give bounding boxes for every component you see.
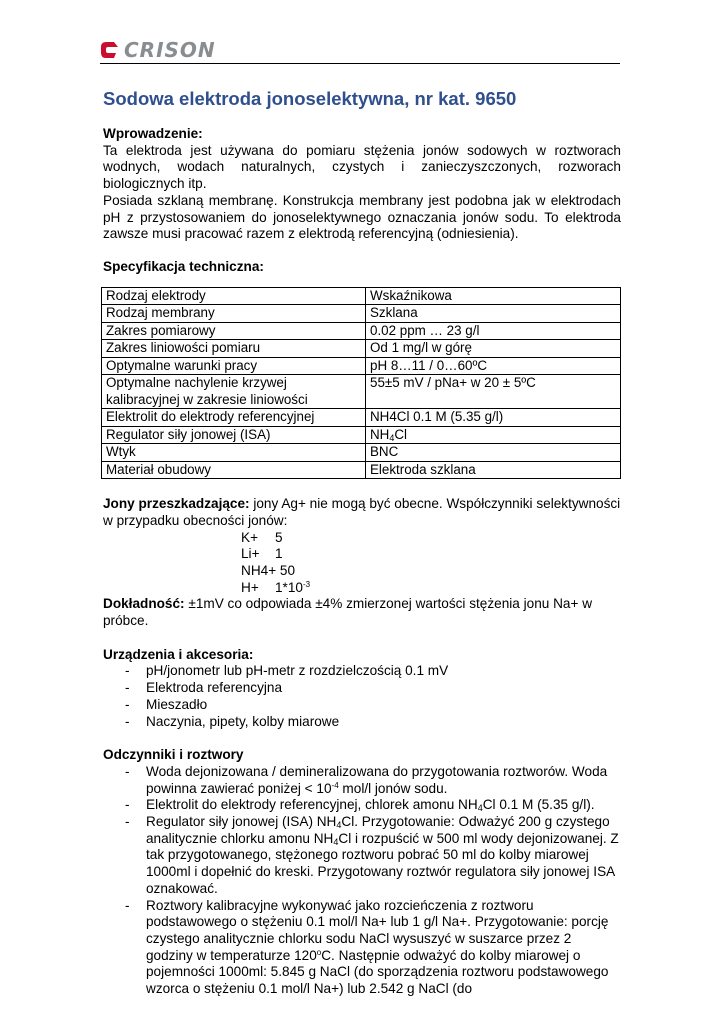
spec-label: Rodzaj elektrody xyxy=(102,287,366,305)
subscript: 4 xyxy=(336,820,342,831)
interfering-label: Jony przeszkadzające: xyxy=(103,496,250,512)
text-part: Cl 0.1 M (5.35 g/l). xyxy=(482,797,595,813)
interfering-text: jony Ag+ nie mogą być obecne. Współczynniki selektywności w przypadku obecności jonów: xyxy=(103,496,621,528)
ion-list xyxy=(241,530,621,597)
table-row xyxy=(102,375,621,409)
spec-label: Regulator siły jonowej (ISA) xyxy=(102,426,366,444)
text-part: Roztwory kalibracyjne wykonywać jako rozcieńczenia z roztworu podstawowego o stężeniu 0.1 mol/l Na+ lub 1 g/l Na+. Przygotowanie: porcję czystego analitycznie chlorku sodu NaCl wysuszyć w suszarce przez 2 godziny w temperaturze 120 xyxy=(146,897,609,963)
list-item xyxy=(103,797,621,814)
intro-heading: Wprowadzenie: xyxy=(103,126,203,141)
reagents-list xyxy=(103,764,621,998)
spec-value: Wskaźnikowa xyxy=(366,287,621,305)
formula-part: NH xyxy=(370,426,390,442)
ion-value: 1 xyxy=(275,546,283,562)
spec-value xyxy=(366,426,621,444)
accuracy-paragraph xyxy=(103,596,621,629)
spec-label: Rodzaj membrany xyxy=(102,305,366,323)
list-item xyxy=(103,898,621,998)
table-row xyxy=(102,340,621,358)
intro-paragraph-1: Ta elektroda jest używana do pomiaru stężenia jonów sodowych w roztworach wodnych, wodach naturalnych, czystych i zanieczyszczonych, rozworach biologicznych itp. xyxy=(103,142,621,192)
subscript: 4 xyxy=(333,836,339,847)
page-title: Sodowa elektroda jonoselektywna, nr kat. 9650 xyxy=(103,88,517,109)
table-row xyxy=(102,322,621,340)
list-item xyxy=(241,530,621,547)
document-body xyxy=(103,126,621,998)
formula-subscript: 4 xyxy=(389,432,395,443)
ion-value-base: 1*10 xyxy=(275,579,303,595)
ion-name: H+ xyxy=(241,579,259,595)
spec-value: pH 8…11 / 0…60ºC xyxy=(366,357,621,375)
list-item: - Naczynia, pipety, kolby miarowe xyxy=(103,714,621,731)
table-row xyxy=(102,444,621,462)
accuracy-label: Dokładność: xyxy=(103,596,185,612)
text-part: Regulator siły jonowej (ISA) NH xyxy=(146,814,337,830)
table-row xyxy=(102,426,621,444)
spec-value: 0.02 ppm … 23 g/l xyxy=(366,322,621,340)
superscript: -4 xyxy=(331,780,339,790)
spec-value: Szklana xyxy=(366,305,621,323)
reagents-heading: Odczynniki i roztwory xyxy=(103,747,244,763)
formula-part: Cl xyxy=(394,426,408,442)
devices-heading: Urządzenia i akcesoria: xyxy=(103,646,254,662)
text-part: Elektrolit do elektrody referencyjnej, chlorek amonu NH xyxy=(146,797,478,813)
spec-label: Elektrolit do elektrody referencyjnej xyxy=(102,409,366,427)
text-part: C. Następnie odważyć do kolby miarowej o pojemności 1000ml: 5.845 g NaCl (do sporządzenia roztworu podstawowego wzorca o stężeniu 0.1 mol/l Na+) lub 2.542 g NaCl (do xyxy=(146,947,609,997)
ion-value-exponent: -3 xyxy=(302,579,311,589)
list-item xyxy=(103,764,621,797)
list-item: - Mieszadło xyxy=(103,697,621,714)
spec-label: Zakres pomiarowy xyxy=(102,322,366,340)
ion-name: Li+ xyxy=(241,546,260,562)
list-item: - Elektroda referencyjna xyxy=(103,680,621,697)
table-row xyxy=(102,357,621,375)
spec-label: Optymalne warunki pracy xyxy=(102,357,366,375)
list-item: - pH/jonometr lub pH-metr z rozdzielczością 0.1 mV xyxy=(103,663,621,680)
table-row xyxy=(102,409,621,427)
logo-text: CRISON xyxy=(124,38,216,62)
list-item xyxy=(241,546,621,563)
text-part: Cl i rozpuścić w 500 ml wody dejonizowanej. Z tak przygotowanego, stężonego roztworu pobrać 50 ml do kolby miarowej 1000ml i dopełnić do kreski. Przygotowany roztwór regulatora siły jonowej ISA oznakować. xyxy=(146,830,619,896)
spec-label: Wtyk xyxy=(102,444,366,462)
subscript: 4 xyxy=(477,803,483,814)
devices-list xyxy=(103,663,621,730)
table-row xyxy=(102,305,621,323)
spec-value: NH4Cl 0.1 M (5.35 g/l) xyxy=(366,409,621,427)
ion-name: K+ xyxy=(241,529,259,545)
header-rule xyxy=(100,63,620,64)
interfering-paragraph xyxy=(103,496,621,529)
list-item xyxy=(103,814,621,898)
accuracy-text: ±1mV co odpowiada ±4% zmierzonej wartości stężenia jonu Na+ w próbce. xyxy=(103,596,593,629)
crison-logo xyxy=(100,38,216,62)
crison-logo-mark-icon xyxy=(100,41,120,59)
spec-label: Optymalne nachylenie krzywej kalibracyjnej w zakresie liniowości xyxy=(102,375,366,409)
spec-table xyxy=(101,287,621,480)
ion-value: 5 xyxy=(275,529,283,545)
spec-value: 55±5 mV / pNa+ w 20 ± 5ºC xyxy=(366,375,621,409)
intro-paragraph-2: Posiada szklaną membranę. Konstrukcja membrany jest podobna jak w elektrodach pH z przystosowaniem do jonoselektywnego oznaczania jonów sodu. To elektroda zawsze musi pracować razem z elektrodą referencyjną (odniesienia). xyxy=(103,192,621,242)
text-part: Woda dejonizowana / demineralizowana do przygotowania roztworów. Woda powinna zawierać poniżej < 10 xyxy=(146,763,608,796)
list-item: NH4+ 50 xyxy=(241,562,296,578)
superscript: o xyxy=(316,947,322,957)
spec-value: BNC xyxy=(366,444,621,462)
spec-heading: Specyfikacja techniczna: xyxy=(103,258,264,274)
table-row xyxy=(102,287,621,305)
ion-value xyxy=(275,580,310,597)
table-row xyxy=(102,461,621,479)
spec-label: Zakres liniowości pomiaru xyxy=(102,340,366,358)
spec-label: Materiał obudowy xyxy=(102,461,366,479)
text-part: mol/l jonów sodu. xyxy=(338,780,448,796)
spec-value: Elektroda szklana xyxy=(366,461,621,479)
list-item xyxy=(241,580,621,597)
spec-value: Od 1 mg/l w górę xyxy=(366,340,621,358)
text-part: Cl. Przygotowanie: Odważyć 200 g czystego analitycznie chlorku amonu NH xyxy=(146,814,610,846)
